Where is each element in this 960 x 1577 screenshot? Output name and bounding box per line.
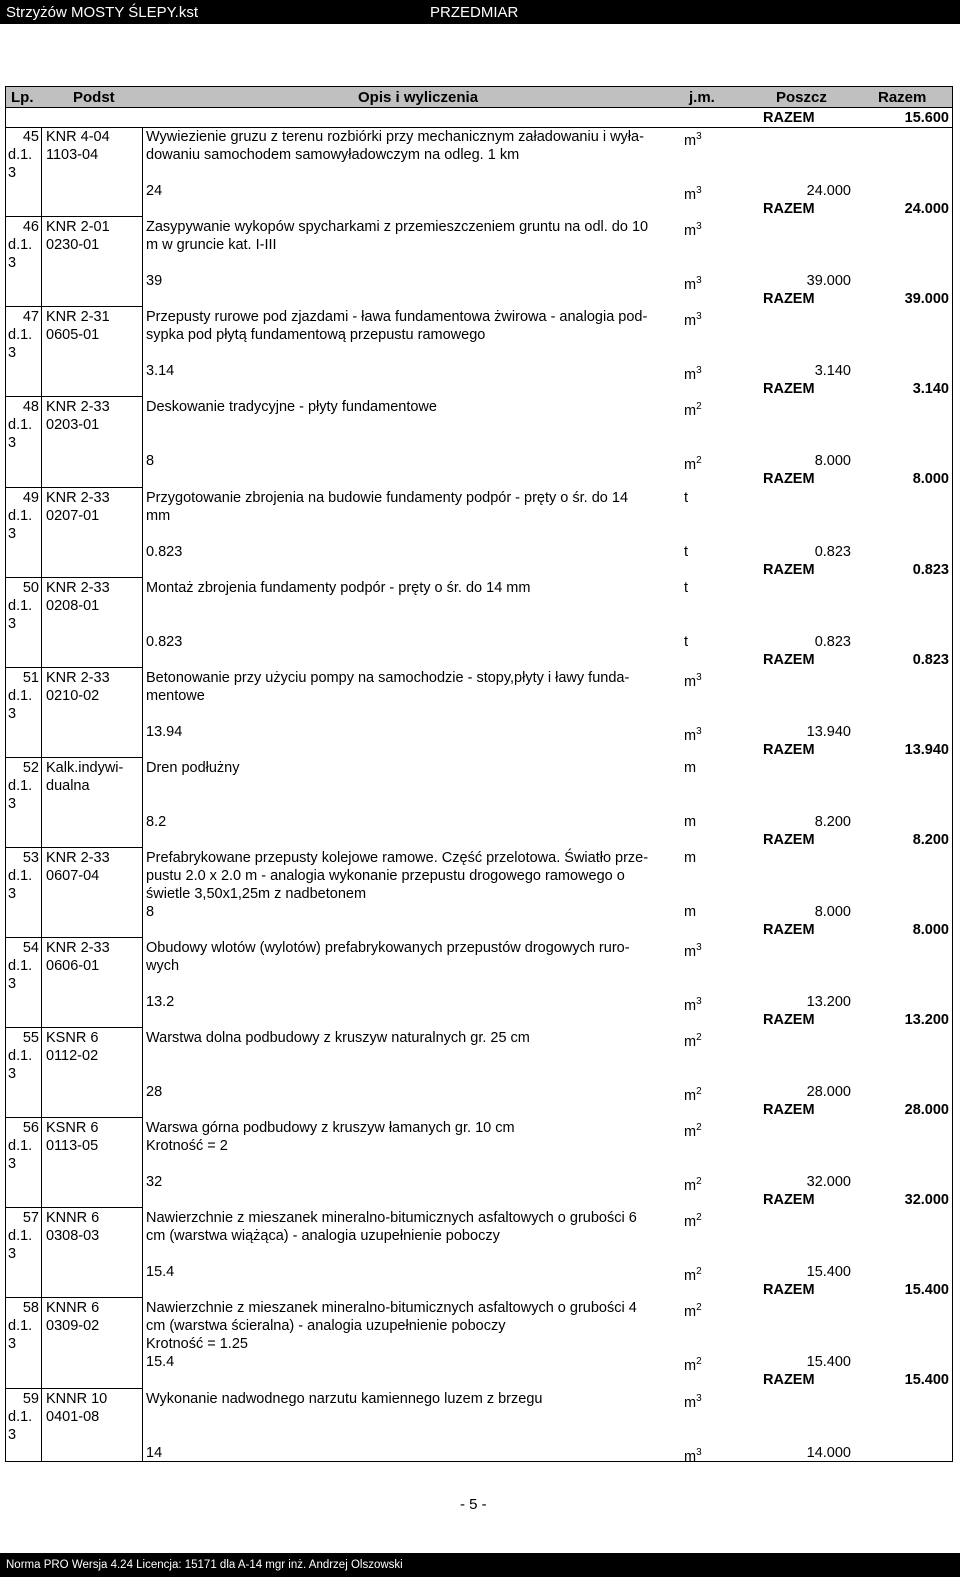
description-line: Nawierzchnie z mieszanek mineralno-bitumicznych asfaltowych o grubości 4 (146, 1300, 637, 1316)
razem-label: RAZEM (763, 291, 815, 307)
description-line: Betonowanie przy użyciu pompy na samochodzie - stopy,płyty i ławy funda- (146, 670, 630, 686)
description-line: świetle 3,50x1,25m z nadbetonem (146, 886, 367, 902)
partial-sum: 8.200 (814, 814, 851, 830)
calc-expression: 0.823 (146, 544, 183, 560)
calc-unit: $m^3$ (684, 365, 702, 383)
item-dept: d.1. (8, 237, 33, 253)
razem-label: RAZEM (763, 562, 815, 578)
partial-sum: 39.000 (806, 273, 851, 289)
basis-code: KNR 2-33 (46, 580, 110, 596)
razem-value: 13.940 (904, 742, 949, 758)
row-divider (6, 937, 142, 938)
calc-expression: 3.14 (146, 363, 175, 379)
basis-number: 0401-08 (46, 1409, 100, 1425)
razem-label: RAZEM (763, 201, 815, 217)
col-poszcz: Poszcz (776, 89, 827, 106)
carry-razem-value: 15.600 (904, 110, 949, 126)
item-number: 57 (22, 1210, 39, 1226)
calc-expression: 39 (146, 273, 163, 289)
calc-unit: $m^2$ (684, 1176, 702, 1194)
item-dept: d.1. (8, 1409, 33, 1425)
razem-value: 24.000 (904, 201, 949, 217)
item-number: 50 (22, 580, 39, 596)
basis-number: 0309-02 (46, 1318, 100, 1334)
row-divider (6, 487, 142, 488)
calc-expression: 15.4 (146, 1354, 175, 1370)
partial-sum: 15.400 (806, 1264, 851, 1280)
item-dept: d.1. (8, 1228, 33, 1244)
unit: $m^2$ (684, 1032, 702, 1050)
razem-value: 0.823 (912, 652, 949, 668)
razem-value: 8.200 (912, 832, 949, 848)
row-divider (6, 1297, 142, 1298)
description-line: Deskowanie tradycyjne - płyty fundamentowe (146, 399, 437, 415)
partial-sum: 32.000 (806, 1174, 851, 1190)
description-line: pustu 2.0 x 2.0 m - analogia wykonanie przepustu drogowego ramowego o (146, 868, 625, 884)
basis-code: KSNR 6 (46, 1120, 99, 1136)
row-divider (6, 667, 142, 668)
unit: $m^3$ (684, 221, 702, 239)
razem-value: 15.400 (904, 1282, 949, 1298)
basis-number: 0607-04 (46, 868, 100, 884)
description-line: Warstwa dolna podbudowy z kruszyw naturalnych gr. 25 cm (146, 1030, 530, 1046)
item-dept: d.1. (8, 1138, 33, 1154)
unit: $m^2$ (684, 1122, 702, 1140)
calc-expression: 0.823 (146, 634, 183, 650)
calc-expression: 8 (146, 453, 155, 469)
calc-expression: 24 (146, 183, 163, 199)
basis-number: 0208-01 (46, 598, 100, 614)
row-divider (6, 1207, 142, 1208)
item-dept: d.1. (8, 958, 33, 974)
item-number: 58 (22, 1300, 39, 1316)
unit: $m^3$ (684, 942, 702, 960)
item-dept: d.1. (8, 147, 33, 163)
col-razem: Razem (878, 89, 927, 106)
basis-code: KNR 2-33 (46, 670, 110, 686)
description-line: Montaż zbrojenia fundamenty podpór - pręty o śr. do 14 mm (146, 580, 531, 596)
partial-sum: 0.823 (814, 634, 851, 650)
description-line: Przygotowanie zbrojenia na budowie fundamenty podpór - pręty o śr. do 14 (146, 490, 629, 506)
description-line: mentowe (146, 688, 205, 704)
item-dept-cont: 3 (8, 165, 17, 181)
razem-label: RAZEM (763, 1012, 815, 1028)
basis-code: KNR 2-31 (46, 309, 110, 325)
item-dept: d.1. (8, 778, 33, 794)
row-divider (6, 1388, 142, 1389)
calc-expression: 8 (146, 904, 155, 920)
row-divider (6, 847, 142, 848)
description-line: Wywiezienie gruzu z terenu rozbiórki przy mechanicznym załadowaniu i wyła- (146, 129, 644, 145)
calc-unit: $m^2$ (684, 1356, 702, 1374)
partial-sum: 24.000 (806, 183, 851, 199)
item-dept-cont: 3 (8, 1246, 17, 1262)
description-line: Krotność = 1.25 (146, 1336, 248, 1352)
item-number: 49 (22, 490, 39, 506)
col-divider (142, 127, 143, 1462)
file-name: Strzyżów MOSTY ŚLEPY.kst (6, 4, 199, 21)
item-dept-cont: 3 (8, 435, 17, 451)
basis-number: 0605-01 (46, 327, 100, 343)
row-divider (6, 306, 142, 307)
item-number: 48 (22, 399, 39, 415)
razem-value: 8.000 (912, 922, 949, 938)
razem-value: 3.140 (912, 381, 949, 397)
description-line: Warswa górna podbudowy z kruszyw łamanych gr. 10 cm (146, 1120, 515, 1136)
item-number: 55 (22, 1030, 39, 1046)
calc-unit: $m^3$ (684, 275, 702, 293)
basis-number: 0113-05 (46, 1138, 99, 1154)
basis-code: KSNR 6 (46, 1030, 99, 1046)
item-number: 59 (22, 1391, 39, 1407)
calc-unit: t (684, 544, 689, 560)
item-dept-cont: 3 (8, 1427, 17, 1443)
calc-expression: 15.4 (146, 1264, 175, 1280)
col-jm: j.m. (689, 89, 715, 106)
description-line: wych (146, 958, 180, 974)
item-dept-cont: 3 (8, 976, 17, 992)
razem-label: RAZEM (763, 652, 815, 668)
basis-code: KNR 2-01 (46, 219, 110, 235)
item-dept-cont: 3 (8, 255, 17, 271)
calc-unit: $m^3$ (684, 996, 702, 1014)
unit: $m^2$ (684, 1302, 702, 1320)
basis-code: KNR 4-04 (46, 129, 110, 145)
item-dept: d.1. (8, 598, 33, 614)
razem-value: 8.000 (912, 471, 949, 487)
description-line: dowaniu samochodem samowyładowczym na odleg. 1 km (146, 147, 520, 163)
basis-number: 0606-01 (46, 958, 100, 974)
calc-unit: $m^3$ (684, 185, 702, 203)
row-divider (6, 216, 142, 217)
basis-number: 0308-03 (46, 1228, 100, 1244)
partial-sum: 8.000 (814, 453, 851, 469)
calc-unit: $m^2$ (684, 1266, 702, 1284)
item-dept-cont: 3 (8, 1066, 17, 1082)
unit: $m^3$ (684, 131, 702, 149)
basis-number: dualna (46, 778, 90, 794)
razem-label: RAZEM (763, 1372, 815, 1388)
basis-code: KNNR 6 (46, 1300, 100, 1316)
unit: $m^3$ (684, 672, 702, 690)
item-number: 56 (22, 1120, 39, 1136)
basis-code: KNNR 6 (46, 1210, 100, 1226)
item-dept-cont: 3 (8, 345, 17, 361)
footer-bar (0, 1553, 960, 1577)
razem-value: 0.823 (912, 562, 949, 578)
item-number: 47 (22, 309, 39, 325)
unit: t (684, 580, 689, 596)
description-line: cm (warstwa wiążąca) - analogia uzupełnienie poboczy (146, 1228, 500, 1244)
partial-sum: 14.000 (806, 1445, 851, 1461)
item-dept: d.1. (8, 508, 33, 524)
razem-label: RAZEM (763, 742, 815, 758)
item-dept: d.1. (8, 1048, 33, 1064)
item-dept-cont: 3 (8, 886, 17, 902)
description-line: Wykonanie nadwodnego narzutu kamiennego luzem z brzegu (146, 1391, 543, 1407)
basis-code: KNR 2-33 (46, 850, 110, 866)
item-dept: d.1. (8, 1318, 33, 1334)
razem-label: RAZEM (763, 922, 815, 938)
item-dept-cont: 3 (8, 526, 17, 542)
partial-sum: 0.823 (814, 544, 851, 560)
page-number: - 5 - (460, 1496, 487, 1513)
item-number: 45 (22, 129, 39, 145)
row-divider (6, 757, 142, 758)
description-line: Obudowy wlotów (wylotów) prefabrykowanych przepustów drogowych ruro- (146, 940, 630, 956)
calc-expression: 14 (146, 1445, 163, 1461)
description-line: Dren podłużny (146, 760, 240, 776)
description-line: mm (146, 508, 171, 524)
basis-number: 0210-02 (46, 688, 100, 704)
calc-expression: 13.2 (146, 994, 175, 1010)
unit: $m^2$ (684, 1212, 702, 1230)
item-number: 51 (22, 670, 39, 686)
calc-unit: $m^3$ (684, 726, 702, 744)
razem-label: RAZEM (763, 381, 815, 397)
calc-expression: 28 (146, 1084, 163, 1100)
basis-code: KNR 2-33 (46, 399, 110, 415)
unit: t (684, 490, 689, 506)
col-opis: Opis i wyliczenia (358, 89, 479, 106)
description-line: Prefabrykowane przepusty kolejowe ramowe. Część przelotowa. Światło prze- (146, 850, 649, 866)
item-dept: d.1. (8, 688, 33, 704)
razem-value: 13.200 (904, 1012, 949, 1028)
item-dept-cont: 3 (8, 796, 17, 812)
partial-sum: 3.140 (814, 363, 851, 379)
item-number: 53 (22, 850, 39, 866)
col-lp: Lp. (11, 89, 34, 106)
unit: m (684, 850, 697, 866)
top-bar (0, 0, 960, 24)
table-header (5, 86, 953, 108)
description-line: cm (warstwa ścieralna) - analogia uzupełnienie poboczy (146, 1318, 506, 1334)
calc-unit: $m^2$ (684, 1086, 702, 1104)
row-divider (6, 396, 142, 397)
row-divider (6, 577, 142, 578)
item-dept-cont: 3 (8, 1156, 17, 1172)
item-dept-cont: 3 (8, 616, 17, 632)
razem-label: RAZEM (763, 1192, 815, 1208)
unit: $m^3$ (684, 1393, 702, 1411)
partial-sum: 28.000 (806, 1084, 851, 1100)
calc-unit: $m^2$ (684, 455, 702, 473)
description-line: Nawierzchnie z mieszanek mineralno-bitumicznych asfaltowych o grubości 6 (146, 1210, 637, 1226)
item-number: 52 (22, 760, 39, 776)
row-divider (6, 1117, 142, 1118)
footer-text: Norma PRO Wersja 4.24 Licencja: 15171 dla A-14 mgr inż. Andrzej Olszowski (6, 1559, 403, 1571)
basis-number: 0207-01 (46, 508, 100, 524)
description-line: m w gruncie kat. I-III (146, 237, 277, 253)
item-dept-cont: 3 (8, 1336, 17, 1352)
item-number: 46 (22, 219, 39, 235)
razem-label: RAZEM (763, 1282, 815, 1298)
carry-razem-label: RAZEM (763, 110, 815, 126)
unit: m (684, 760, 697, 776)
basis-number: 0203-01 (46, 417, 100, 433)
razem-label: RAZEM (763, 1102, 815, 1118)
item-dept-cont: 3 (8, 706, 17, 722)
basis-code: KNR 2-33 (46, 490, 110, 506)
calc-unit: t (684, 634, 689, 650)
razem-label: RAZEM (763, 471, 815, 487)
description-line: Zasypywanie wykopów spycharkami z przemieszczeniem gruntu na odl. do 10 (146, 219, 649, 235)
razem-label: RAZEM (763, 832, 815, 848)
basis-code: KNR 2-33 (46, 940, 110, 956)
col-podst: Podst (73, 89, 115, 106)
partial-sum: 13.200 (806, 994, 851, 1010)
description-line: Przepusty rurowe pod zjazdami - ława fundamentowa żwirowa - analogia pod- (146, 309, 648, 325)
basis-number: 0112-02 (46, 1048, 99, 1064)
item-dept: d.1. (8, 417, 33, 433)
col-divider (41, 127, 42, 1462)
basis-code: KNNR 10 (46, 1391, 108, 1407)
partial-sum: 15.400 (806, 1354, 851, 1370)
calc-expression: 8.2 (146, 814, 167, 830)
basis-number: 1103-04 (46, 147, 99, 163)
document-type: PRZEDMIAR (430, 4, 519, 21)
razem-value: 28.000 (904, 1102, 949, 1118)
cost-table (5, 107, 953, 1465)
item-dept: d.1. (8, 327, 33, 343)
calc-unit: m (684, 904, 697, 920)
razem-value: 15.400 (904, 1372, 949, 1388)
partial-sum: 8.000 (814, 904, 851, 920)
description-line: Krotność = 2 (146, 1138, 228, 1154)
unit: $m^3$ (684, 311, 702, 329)
item-dept: d.1. (8, 868, 33, 884)
basis-number: 0230-01 (46, 237, 100, 253)
calc-expression: 13.94 (146, 724, 183, 740)
razem-value: 39.000 (904, 291, 949, 307)
calc-unit: $m^3$ (684, 1447, 702, 1465)
calc-expression: 32 (146, 1174, 163, 1190)
item-number: 54 (22, 940, 39, 956)
razem-value: 32.000 (904, 1192, 949, 1208)
basis-code: Kalk.indywi- (46, 760, 124, 776)
calc-unit: m (684, 814, 697, 830)
description-line: sypka pod płytą fundamentową przepustu ramowego (146, 327, 486, 343)
row-divider (6, 1027, 142, 1028)
unit: $m^2$ (684, 401, 702, 419)
partial-sum: 13.940 (806, 724, 851, 740)
